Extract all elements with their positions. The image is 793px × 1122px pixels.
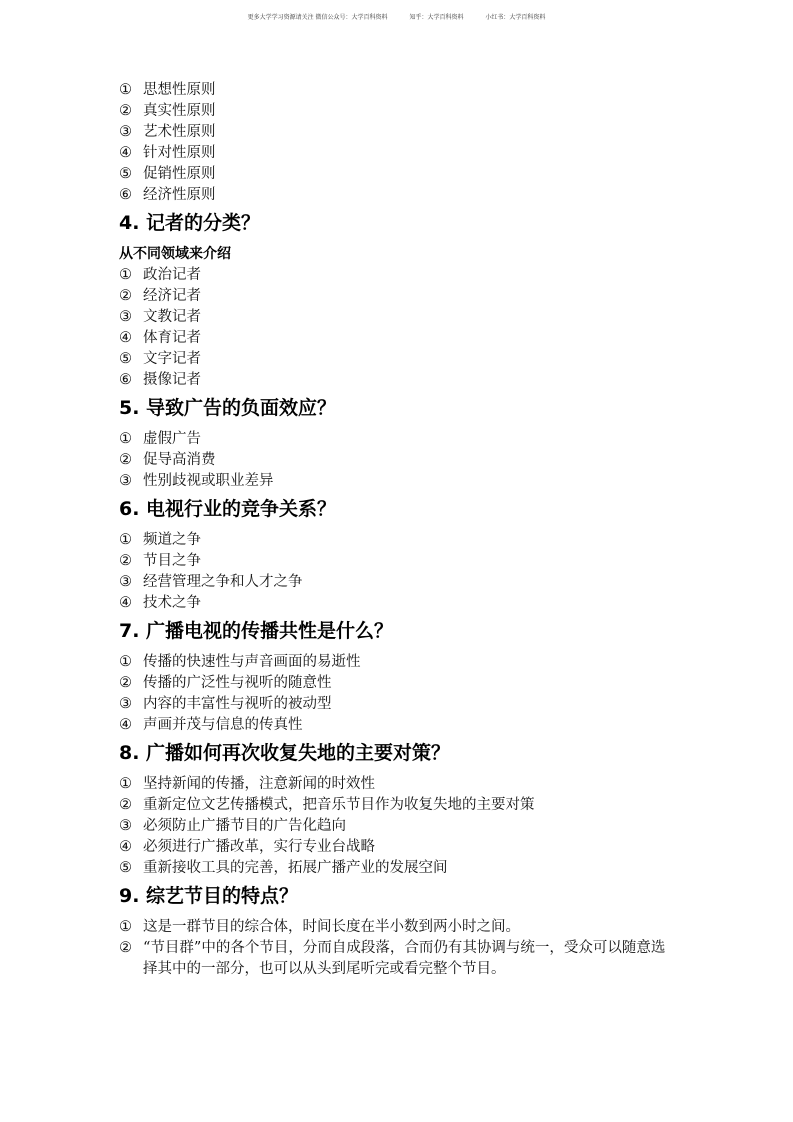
list-marker: ④	[119, 145, 132, 161]
list-marker: ③	[119, 696, 132, 712]
section-broadcast-commonalities	[119, 616, 679, 736]
section-heading: 9. 综艺节目的特点？	[119, 885, 299, 907]
list-item	[119, 143, 679, 164]
section-variety-show-features	[119, 881, 679, 980]
list-marker: ②	[119, 797, 132, 813]
list-item	[119, 795, 679, 816]
list-item	[119, 917, 679, 938]
list-marker: ①	[119, 919, 132, 935]
list-marker: ④	[119, 717, 132, 733]
list-marker: ①	[119, 776, 132, 792]
list-item-text: 声画并茂与信息的传真性	[143, 717, 303, 733]
list-marker: ②	[119, 288, 132, 304]
header-wechat-note: 更多大学学习资源请关注 微信公众号：大学百科资料	[247, 14, 388, 21]
list-item	[119, 164, 679, 185]
section-heading: 4. 记者的分类？	[119, 212, 261, 234]
list-marker: ⑤	[119, 860, 132, 876]
list-item-text: “节目群”中的各个节目，分而自成段落，合而仍有其协调与统一，受众可以随意选择其中的一部分，也可以从头到尾听完或看完整个节目。	[143, 940, 666, 977]
list-marker: ②	[119, 940, 132, 956]
list-item	[119, 551, 679, 572]
list-item	[119, 370, 679, 391]
list-item	[119, 774, 679, 795]
list-marker: ②	[119, 103, 132, 119]
list-item-text: 摄像记者	[143, 372, 201, 388]
list-item	[119, 715, 679, 736]
list-item	[119, 450, 679, 471]
list-marker: ①	[119, 431, 132, 447]
list-item	[119, 80, 679, 101]
list-marker: ①	[119, 654, 132, 670]
section-heading: 8. 广播如何再次收复失地的主要对策？	[119, 742, 451, 764]
section-radio-recovery-strategies	[119, 738, 679, 879]
list-item-text: 政治记者	[143, 267, 201, 283]
list-item-text: 传播的广泛性与视听的随意性	[143, 675, 332, 691]
list-item-text: 坚持新闻的传播，注意新闻的时效性	[143, 776, 375, 792]
list-marker: ④	[119, 595, 132, 611]
list-item-text: 思想性原则	[143, 82, 216, 98]
list-item-text: 针对性原则	[143, 145, 216, 161]
list-marker: ②	[119, 452, 132, 468]
header-zhihu-note: 知乎：大学百科资料	[409, 14, 464, 21]
list-item	[119, 429, 679, 450]
header-xiaohongshu-note: 小红书：大学百科资料	[485, 14, 546, 21]
list-item	[119, 286, 679, 307]
list-item	[119, 122, 679, 143]
list-item-text: 体育记者	[143, 330, 201, 346]
section-tv-competition	[119, 494, 679, 614]
list-item-text: 节目之争	[143, 553, 201, 569]
section-subheading: 从不同领域来介绍	[119, 246, 231, 262]
list-item-text: 文字记者	[143, 351, 201, 367]
list-marker: ⑤	[119, 351, 132, 367]
list-marker: ③	[119, 818, 132, 834]
list-item-text: 这是一群节目的综合体，时间长度在半小数到两小时之间。	[143, 919, 520, 935]
list-item-text: 必须进行广播改革，实行专业台战略	[143, 839, 375, 855]
list-item	[119, 265, 679, 286]
list-marker: ③	[119, 473, 132, 489]
section-ad-negative-effects	[119, 393, 679, 492]
list-item	[119, 471, 679, 492]
list-item-text: 促销性原则	[143, 166, 216, 182]
list-marker: ④	[119, 330, 132, 346]
list-item	[119, 328, 679, 349]
section-heading: 6. 电视行业的竞争关系？	[119, 498, 337, 520]
list-item	[119, 530, 679, 551]
list-item	[119, 349, 679, 370]
list-marker: ④	[119, 839, 132, 855]
list-item	[119, 938, 679, 980]
list-marker: ③	[119, 309, 132, 325]
list-marker: ③	[119, 124, 132, 140]
list-marker: ⑥	[119, 187, 132, 203]
list-item	[119, 652, 679, 673]
list-item	[119, 185, 679, 206]
list-marker: ③	[119, 574, 132, 590]
list-item-text: 虚假广告	[143, 431, 201, 447]
list-item-text: 内容的丰富性与视听的被动型	[143, 696, 332, 712]
list-item-text: 性别歧视或职业差异	[143, 473, 274, 489]
list-marker: ⑥	[119, 372, 132, 388]
section-heading: 5. 导致广告的负面效应？	[119, 397, 337, 419]
list-item-text: 促导高消费	[143, 452, 216, 468]
section-reporter-types	[119, 208, 679, 391]
list-item	[119, 572, 679, 593]
list-item	[119, 816, 679, 837]
list-item	[119, 307, 679, 328]
list-item-text: 艺术性原则	[143, 124, 216, 140]
list-item-text: 真实性原则	[143, 103, 216, 119]
list-marker: ⑤	[119, 166, 132, 182]
list-item	[119, 858, 679, 879]
list-item	[119, 101, 679, 122]
list-item-text: 重新接收工具的完善，拓展广播产业的发展空间	[143, 860, 448, 876]
list-item	[119, 673, 679, 694]
page-header	[0, 12, 793, 21]
list-item	[119, 593, 679, 614]
list-marker: ①	[119, 267, 132, 283]
list-marker: ①	[119, 82, 132, 98]
list-item-text: 传播的快速性与声音画面的易逝性	[143, 654, 361, 670]
list-item	[119, 837, 679, 858]
list-item-text: 必须防止广播节目的广告化趋向	[143, 818, 346, 834]
list-item-text: 重新定位文艺传播模式，把音乐节目作为收复失地的主要对策	[143, 797, 535, 813]
section-heading: 7. 广播电视的传播共性是什么？	[119, 620, 394, 642]
list-item-text: 经济记者	[143, 288, 201, 304]
list-marker: ②	[119, 553, 132, 569]
list-item-text: 经济性原则	[143, 187, 216, 203]
list-marker: ①	[119, 532, 132, 548]
intro-list	[119, 80, 679, 206]
list-item-text: 频道之争	[143, 532, 201, 548]
list-item-text: 文教记者	[143, 309, 201, 325]
list-marker: ②	[119, 675, 132, 691]
document-body	[119, 80, 679, 980]
list-item-text: 技术之争	[143, 595, 201, 611]
list-item-text: 经营管理之争和人才之争	[143, 574, 303, 590]
list-item	[119, 694, 679, 715]
